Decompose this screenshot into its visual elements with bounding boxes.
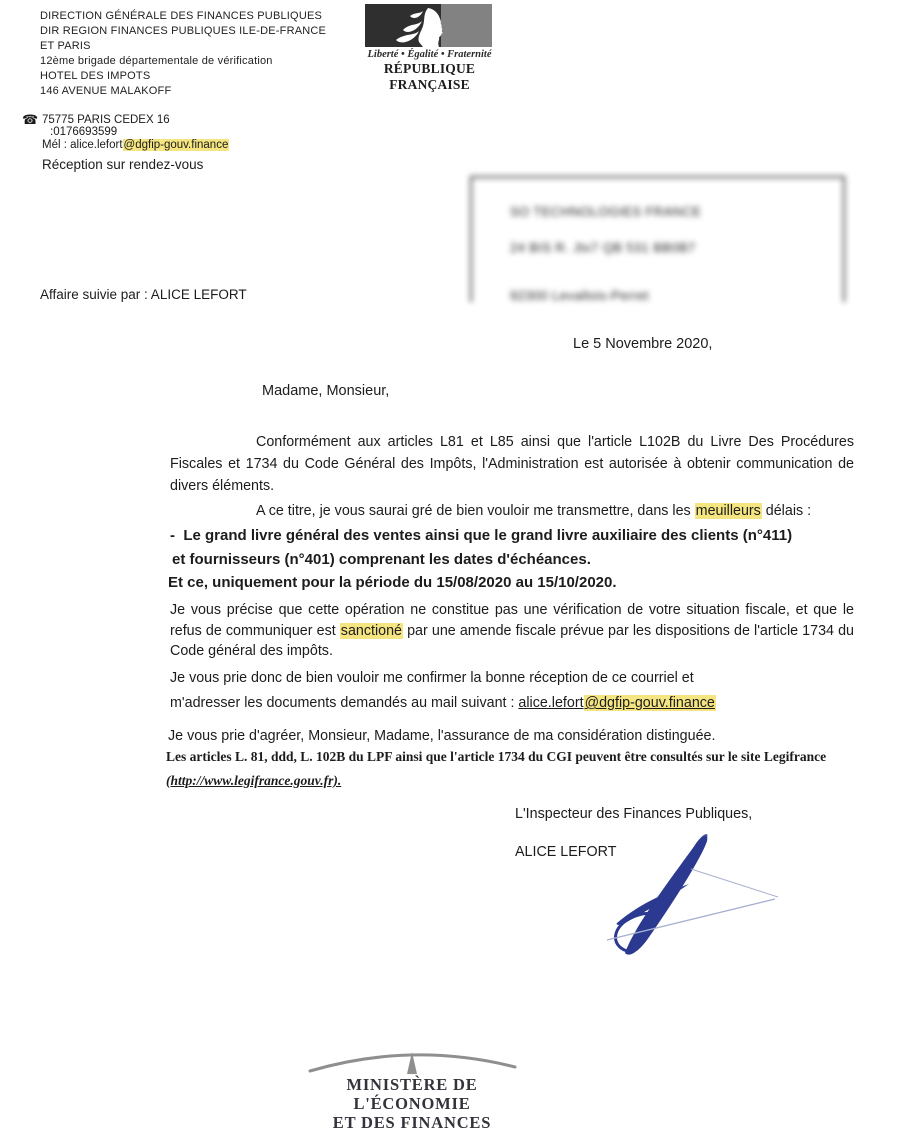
- salutation: Madame, Monsieur,: [262, 383, 390, 399]
- recipient-line: 24 BIS R. Jtx7 QB 531 BB0B7: [510, 240, 696, 255]
- letterhead-line: ET PARIS: [40, 40, 91, 52]
- contact-email-domain-highlight: @dgfip-gouv.finance: [123, 139, 229, 151]
- contact-phone: :0176693599: [50, 126, 118, 138]
- paragraph-sanction: [170, 600, 854, 662]
- paragraph-send-documents: [170, 695, 716, 711]
- letterhead-line: HOTEL DES IMPOTS: [40, 70, 151, 82]
- email-link[interactable]: [518, 695, 715, 711]
- letterhead-line: 12ème brigade départementale de vérification: [40, 55, 273, 67]
- rf-motto: Liberté • Égalité • Fraternité: [367, 49, 492, 60]
- paragraph-request: [170, 500, 854, 522]
- legifrance-url-link[interactable]: (http://www.legifrance.gouv.fr).: [166, 773, 342, 788]
- recipient-line: 92300 Levallois-Perret: [510, 288, 649, 303]
- request-highlight: meuilleurs: [695, 503, 761, 519]
- contact-address: 75775 PARIS CEDEX 16: [42, 114, 170, 126]
- email-link-domain-highlight: @dgfip-gouv.finance: [584, 695, 715, 711]
- letterhead: [40, 9, 326, 99]
- legal-reference: Les articles L. 81, ddd, L. 102B du LPF ainsi que l'article 1734 du CGI peuvent être consultés sur le site Legifrance: [166, 749, 827, 764]
- requested-document-line2: et fournisseurs (n°401) comprenant les dates d'échéances.: [172, 551, 591, 568]
- case-handler: Affaire suivie par : ALICE LEFORT: [40, 287, 247, 302]
- sanction-pre: Je vous précise que cette opération ne constitue pas une vérification de votre situation fiscale, et que le refus de communiquer est: [170, 602, 854, 639]
- rf-name: RÉPUBLIQUE FRANÇAISE: [383, 61, 476, 92]
- recipient-line: SO TECHNOLOGIES FRANCE: [510, 204, 702, 219]
- paragraph-legal-basis: Conformément aux articles L81 et L85 ainsi que l'article L102B du Livre Des Procédures Fiscales et 1734 du Code Général des Impôts, l'Administration est autorisée à obtenir communication de divers éléments.: [170, 434, 854, 494]
- contact-email-user: Mél : alice.lefort: [42, 139, 123, 151]
- ministry-name-line2: ET DES FINANCES: [332, 1113, 492, 1132]
- ministry-name-line1: MINISTÈRE DE L'ÉCONOMIE: [346, 1075, 478, 1113]
- paragraph-confirm-reception: Je vous prie donc de bien vouloir me confirmer la bonne réception de ce courriel et: [170, 670, 694, 686]
- letter-date: Le 5 Novembre 2020,: [573, 336, 713, 352]
- requested-document-line1: - Le grand livre général des ventes ainsi que le grand livre auxiliaire des clients (n°411): [170, 527, 793, 544]
- telephone-icon: ☎: [22, 112, 39, 127]
- closing-formula: Je vous prie d'agréer, Monsieur, Madame, l'assurance de ma considération distinguée.: [168, 728, 716, 744]
- send-documents-pre: m'adresser les documents demandés au mail suivant :: [170, 695, 519, 711]
- ministry-name: [287, 1075, 537, 1132]
- handwritten-signature-icon: [595, 825, 785, 970]
- request-pre: A ce titre, je vous saurai gré de bien vouloir me transmettre, dans les: [256, 503, 695, 519]
- email-link-user: alice.lefort: [518, 695, 584, 711]
- marianne-logo-icon: [365, 4, 492, 47]
- recipient-address-redacted: [470, 176, 845, 302]
- letterhead-line: DIR REGION FINANCES PUBLIQUES ILE-DE-FRANCE: [40, 25, 327, 37]
- sanction-post: par une amende fiscale prévue par les dispositions de l'article 1734 du Code général des impôts.: [170, 622, 854, 659]
- sanction-highlight: sanctioné: [340, 622, 402, 639]
- letterhead-line: 146 AVENUE MALAKOFF: [40, 85, 172, 97]
- signatory-title: L'Inspecteur des Finances Publiques,: [515, 806, 753, 822]
- letterhead-line: DIRECTION GÉNÉRALE DES FINANCES PUBLIQUES: [40, 10, 323, 22]
- reception-note: Réception sur rendez-vous: [42, 157, 204, 172]
- request-post: délais :: [761, 503, 812, 519]
- requested-period: Et ce, uniquement pour la période du 15/08/2020 au 15/10/2020.: [168, 574, 617, 591]
- signatory-name: ALICE LEFORT: [515, 844, 617, 860]
- contact-email: [42, 139, 229, 151]
